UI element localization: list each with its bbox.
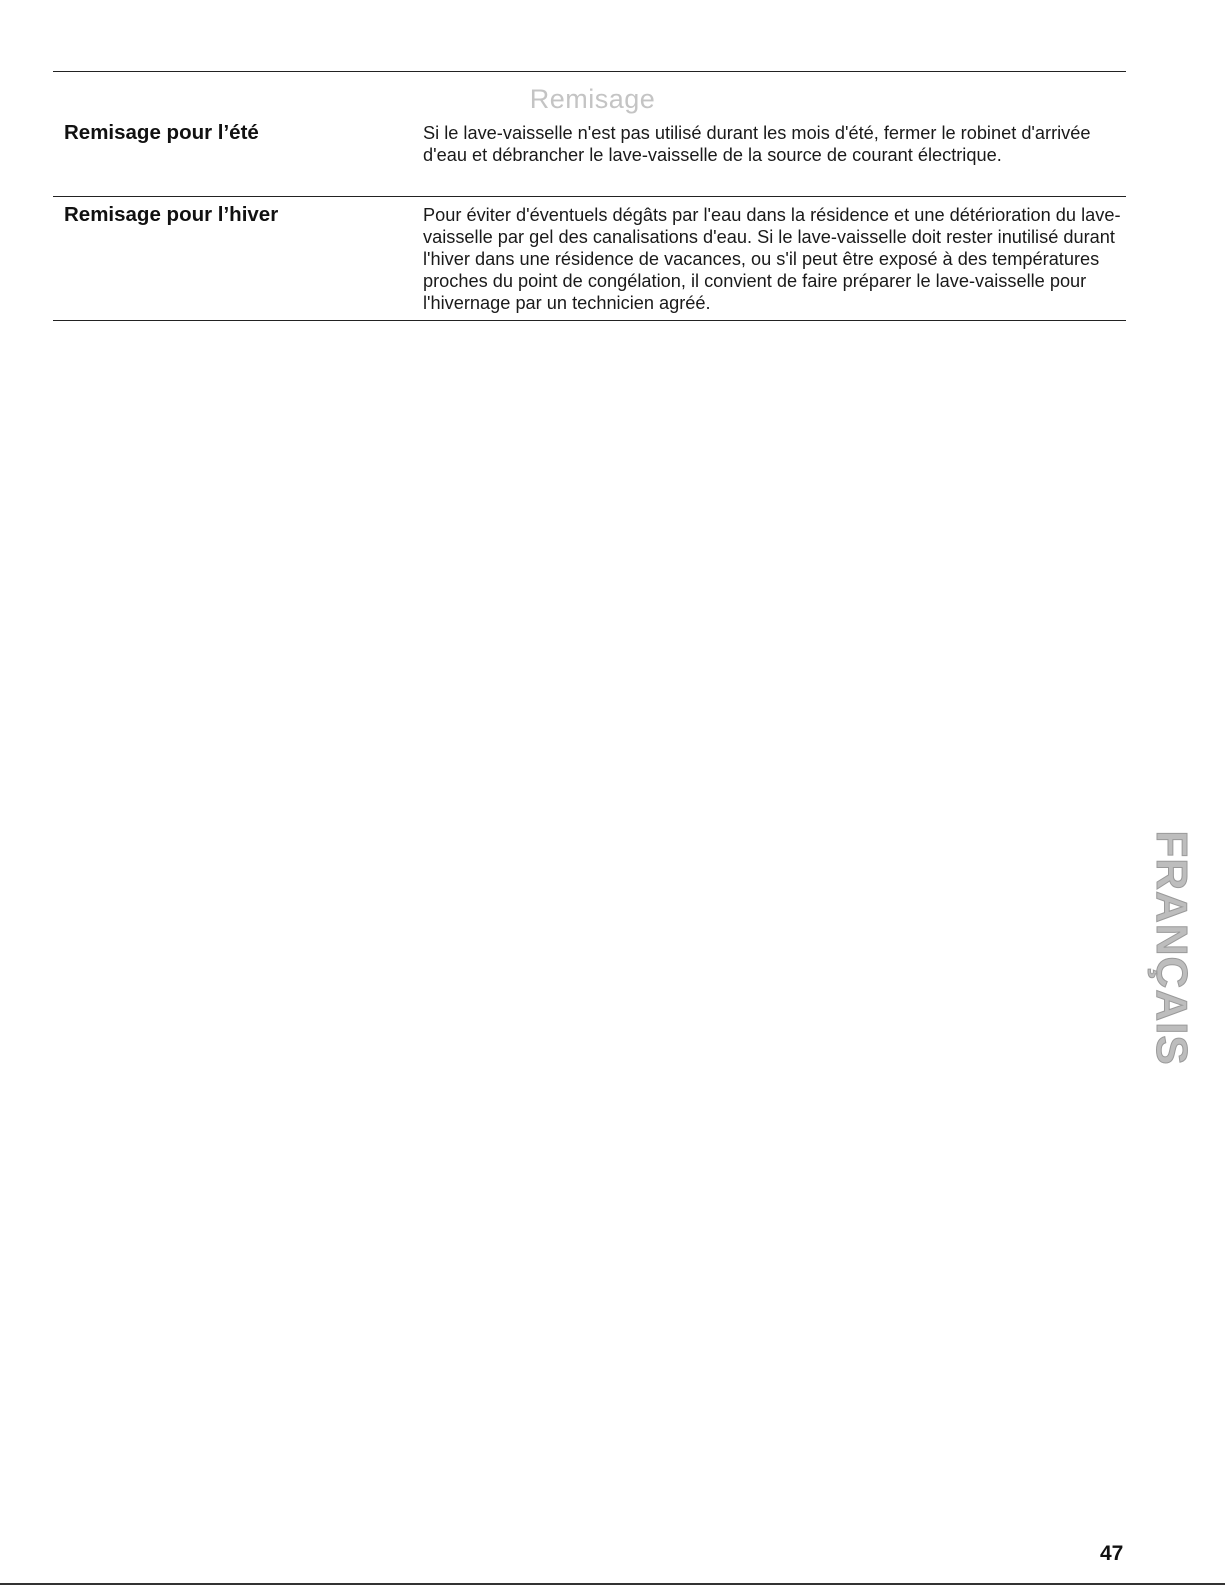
page-number: 47 xyxy=(1100,1542,1124,1565)
language-side-tab xyxy=(1147,818,1196,1078)
bottom-rule xyxy=(53,320,1126,321)
winter-storage-heading: Remisage pour l’hiver xyxy=(64,203,279,226)
summer-storage-heading: Remisage pour l’été xyxy=(64,121,259,144)
language-label: FRANÇAIS xyxy=(1147,830,1196,1066)
row-divider xyxy=(53,196,1126,197)
top-rule xyxy=(53,71,1126,72)
section-title: Remisage xyxy=(529,84,656,114)
summer-storage-text: Si le lave-vaisselle n'est pas utilisé durant les mois d'été, fermer le robinet d'arrivée d'eau et débrancher le lave-vaisselle de la source de courant électrique. xyxy=(423,123,1091,165)
winter-storage-text: Pour éviter d'éventuels dégâts par l'eau dans la résidence et une détérioration du lave-vaisselle par gel des canalisations d'eau. Si le lave-vaisselle doit rester inutilisé durant l'hiver dans une résidence de vacances, ou s'il peut être exposé à des températures proches du point de congélation, il convient de faire préparer le lave-vaisselle pour l'hivernage par un technicien agréé. xyxy=(423,205,1121,313)
winter-storage-row xyxy=(64,204,1124,314)
summer-storage-row xyxy=(64,122,1124,188)
